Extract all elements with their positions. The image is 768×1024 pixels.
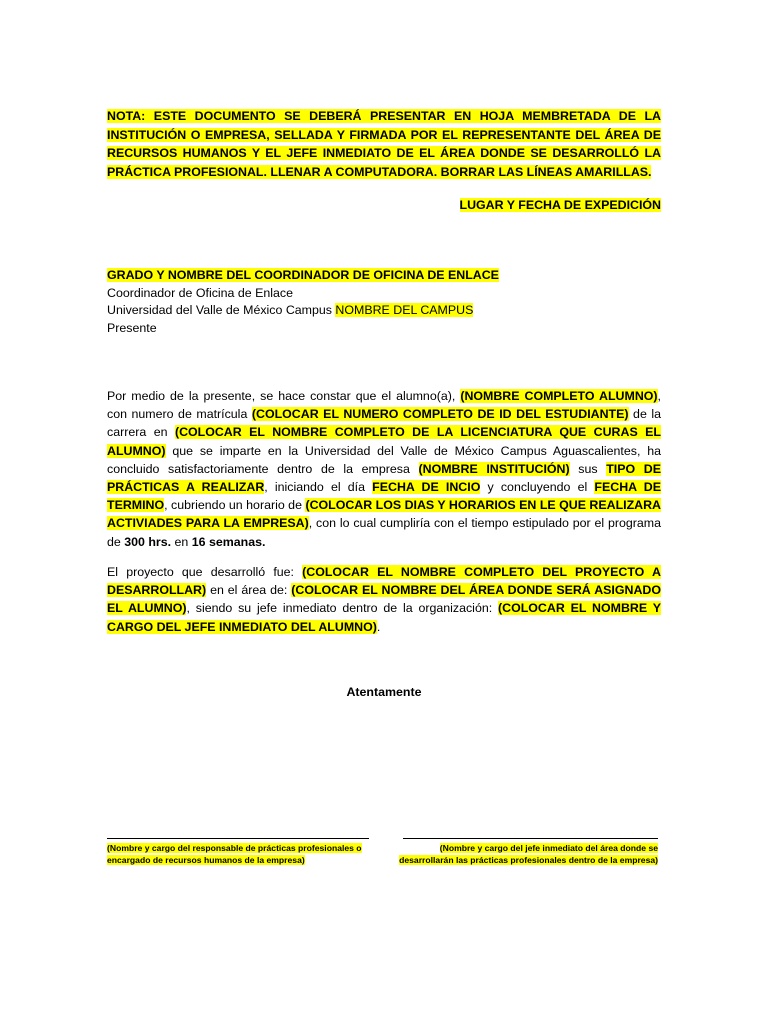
paragraph-text: y concluyendo el [480, 480, 595, 495]
paragraph-text: , con numero de matrícula [107, 389, 661, 422]
paragraph-text: , iniciando el día [264, 480, 373, 495]
coordinator-name-field: GRADO Y NOMBRE DEL COORDINADOR DE OFICINA DE ENLACE [107, 268, 499, 282]
signature-line [107, 838, 369, 839]
start-date-field: FECHA DE INCIO [372, 480, 481, 495]
student-name-field: (NOMBRE COMPLETO ALUMNO) [460, 389, 658, 403]
degree-name-field: (COLOCAR EL NOMBRE COMPLETO DE LA LICENCIATURA QUE CURAS EL ALUMNO) [107, 425, 661, 458]
required-hours: 300 hrs. [124, 534, 172, 549]
paragraph-text: . [376, 619, 381, 634]
schedule-field: (COLOCAR LOS DIAS Y HORARIOS EN LE QUE REALIZARA ACTIVIADES PARA LA EMPRESA) [107, 498, 662, 531]
area-name-field: (COLOCAR EL NOMBRE DEL ÁREA DONDE SERÁ ASIGNADO EL ALUMNO) [107, 583, 661, 616]
place-date-field: LUGAR Y FECHA DE EXPEDICIÓN [459, 198, 661, 212]
place-and-date [460, 196, 662, 214]
paragraph-text: , cubriendo un horario de [164, 498, 306, 513]
paragraph-text: sus [569, 461, 607, 476]
signature-block-supervisor [392, 838, 658, 866]
certification-paragraph [107, 387, 661, 551]
project-name-field: (COLOCAR EL NOMBRE COMPLETO DEL PROYECTO A DESARROLLAR) [107, 565, 661, 598]
paragraph-text: que se imparte en la Universidad del Valle de México Campus Aguascalientes, ha concluido satisfactoriamente dentro de la empresa [107, 443, 661, 476]
signature-caption-hr: (Nombre y cargo del responsable de prácticas profesionales o encargado de recursos humanos de la empresa) [107, 843, 362, 865]
supervisor-name-field: (COLOCAR EL NOMBRE Y CARGO DEL JEFE INMEDIATO DEL ALUMNO) [107, 601, 661, 634]
recipient-name-line [107, 267, 661, 285]
recipient-block [107, 267, 661, 337]
campus-name-field: NOMBRE DEL CAMPUS [335, 303, 474, 317]
recipient-university-line [107, 302, 661, 320]
instruction-note [107, 107, 661, 181]
paragraph-text: en el área de: [206, 583, 292, 598]
practice-type-field: TIPO DE PRÁCTICAS A REALIZAR [107, 461, 661, 495]
paragraph-text: Por medio de la presente, se hace constar que el alumno(a), [107, 389, 461, 403]
paragraph-text: de la carrera en [107, 407, 662, 440]
institution-name-field: (NOMBRE INSTITUCIÓN) [418, 461, 570, 476]
instruction-note-text: NOTA: ESTE DOCUMENTO SE DEBERÁ PRESENTAR EN HOJA MEMBRETADA DE LA INSTITUCIÓN O EMPRESA, SELLADA Y FIRMADA POR EL REPRESENTANTE DEL ÁREA DE RECURSOS HUMANOS Y EL JEFE INMEDIATO DE EL ÁREA DONDE SE DESARROLLÓ LA PRÁCTICA PROFESIONAL. LLENAR A COMPUTADORA. BORRAR LAS LÍNEAS AMARILLAS. [107, 109, 661, 179]
signature-caption-supervisor: (Nombre y cargo del jefe inmediato del área donde se desarrollarán las prácticas profesionales dentro de la empresa) [399, 843, 658, 865]
paragraph-text: El proyecto que desarrolló fue: [107, 565, 303, 579]
signature-line [403, 838, 658, 839]
student-id-field: (COLOCAR EL NUMERO COMPLETO DE ID DEL ESTUDIANTE) [251, 407, 629, 422]
paragraph-text: , con lo cual cumpliría con el tiempo estipulado por el programa de [107, 516, 661, 549]
university-name: Universidad del Valle de México Campus [107, 303, 336, 317]
closing-salutation: Atentamente [346, 685, 422, 699]
recipient-role: Coordinador de Oficina de Enlace [107, 285, 293, 300]
end-date-field: FECHA DE TERMINO [107, 480, 662, 513]
presente-line: Presente [107, 320, 157, 335]
paragraph-text: en [171, 534, 192, 549]
required-weeks: 16 semanas. [191, 534, 266, 549]
paragraph-text: , siendo su jefe inmediato dentro de la organización: [186, 601, 498, 616]
signature-block-hr [107, 838, 369, 866]
project-paragraph [107, 563, 661, 636]
